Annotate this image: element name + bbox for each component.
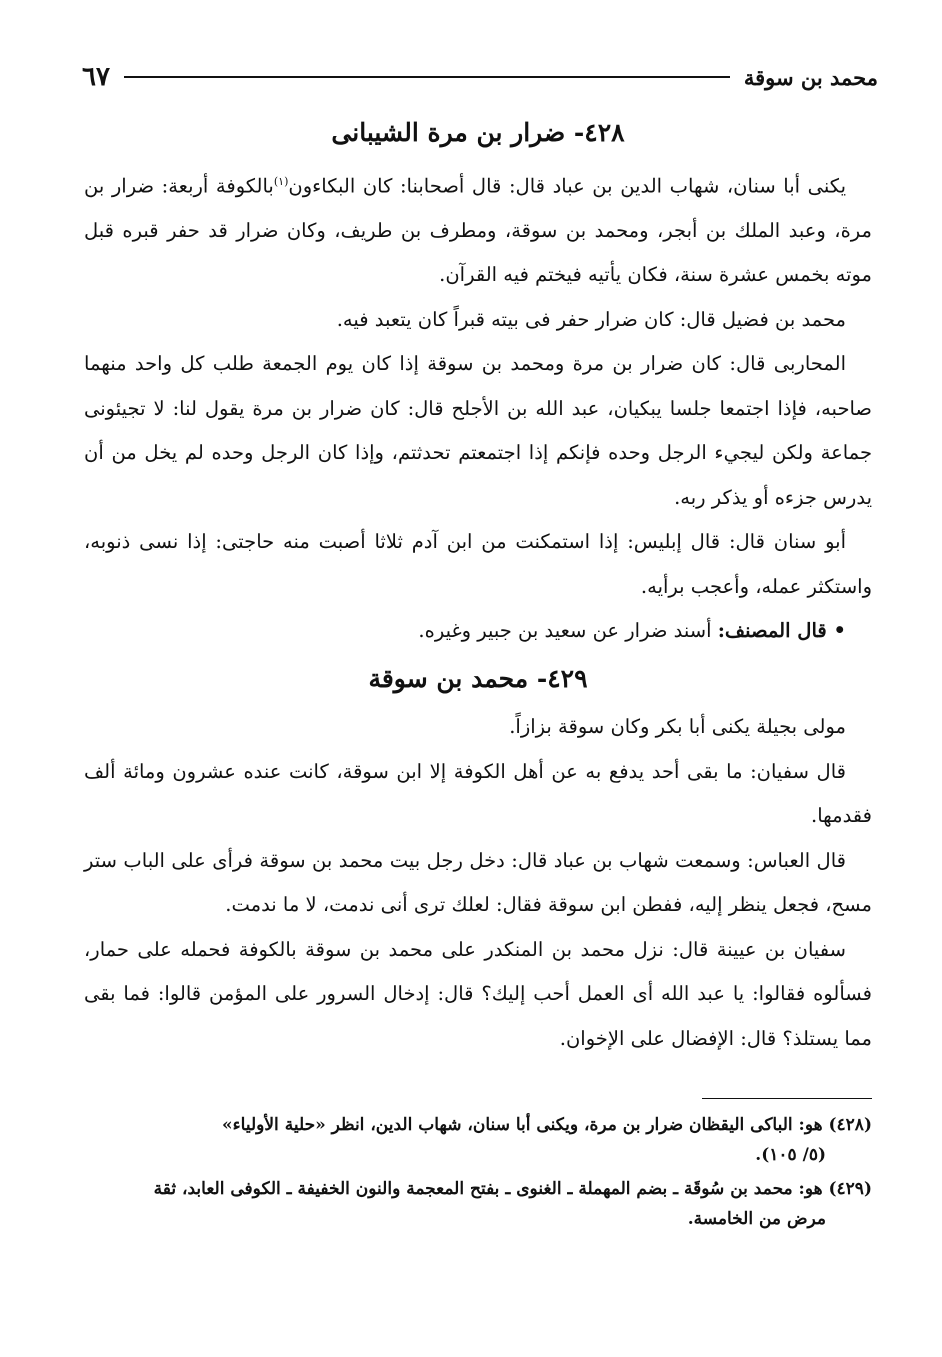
paragraph-428-1-a: يكنى أبا سنان، شهاب الدين بن عباد قال: قال أصحابنا: كان البكاءون (288, 174, 846, 197)
footnote-429-line1: (٤٢٩) هو: محمد بن سُوقَة ـ بضم المهملة ـ الغنوى ـ بفتح المعجمة والنون الخفيفة ـ الكوفى العابد، ثقة (153, 1179, 872, 1199)
footnote-429-line2: مرض من الخامسة. (687, 1209, 826, 1229)
footnote-429 (84, 1174, 872, 1234)
paragraph-429-3: قال العباس: وسمعت شهاب بن عباد قال: دخل رجل بيت محمد بن سوقة فرأى على الباب ستر مسح، فجعل ينظر إليه، ففطن ابن سوقة فقال: لعلك ترى أنى ندمت، لا ما ندمت. (84, 848, 872, 916)
paragraph-428-1 (84, 160, 872, 298)
page-number: ٦٧ (82, 62, 110, 92)
running-title: محمد بن سوقة (743, 64, 878, 90)
footnote-marker: (١) (273, 174, 289, 188)
header-rule (124, 76, 730, 78)
paragraph-428-4: أبو سنان قال: قال إبليس: إذا استمكنت من ابن آدم ثلاثا أصبت منه حاجتى: إذا نسى ذنوبه، واستكثر عمله، وأعجب برأيه. (84, 530, 872, 598)
paragraph-429-4: سفيان بن عيينة قال: نزل محمد بن المنكدر على محمد بن سوقة بالكوفة فحمله على حمار، فسألوه فقالوا: يا عبد الله أى العمل أحب إليك؟ قال: إدخال السرور على المؤمن قالوا: فما بقى مما يستلذ؟ قال: الإفضال على الإخوان. (84, 937, 872, 1050)
footnote-428-line1: (٤٢٨) هو: الباكى اليقظان ضرار بن مرة، ويكنى أبا سنان، شهاب الدين، انظر «حلية الأولياء» (222, 1115, 872, 1135)
paragraph-428-5 (84, 609, 872, 654)
footnotes (84, 1110, 872, 1238)
paragraph-429-2: قال سفيان: ما بقى أحد يدفع به عن أهل الكوفة إلا ابن سوقة، كانت عنده عشرون ومائة ألف فقدمها. (84, 759, 872, 827)
author-label: • قال المصنف: (717, 619, 846, 642)
paragraph-428-1-b: بالكوفة أربعة: ضرار بن مرة، وعبد الملك بن أبجر، ومحمد بن سوقة، ومطرف بن طريف، وكان ضرار قد حفر قبره قبل موته بخمس عشرة سنة، فكان يأتيه فيختم فيه القرآن. (84, 174, 872, 286)
paragraph-428-2: محمد بن فضيل قال: كان ضرار حفر فى بيته قبراً كان يتعبد فيه. (336, 307, 846, 331)
page-header (82, 60, 878, 94)
footnote-rule (702, 1098, 872, 1099)
section-title-429: ٤٢٩- محمد بن سوقة (368, 663, 588, 693)
paragraph-429-1: مولى بجيلة يكنى أبا بكر وكان سوقة بزازاً. (509, 715, 846, 738)
paragraph-428-3: المحاربى قال: كان ضرار بن مرة ومحمد بن سوقة إذا كان يوم الجمعة طلب كل واحد منهما صاحبه، فإذا اجتمعا جلسا يبكيان، عبد الله بن الأجلح قال: كان ضرار بن مرة يقول لنا: لا تجيئونى جماعة ولكن ليجيء الرجل وحده فإنكم إذا اجتمعتم تحدثتم، وإذا كان الرجل وحده لم يخل من أن يدرس جزءه أو يذكر ربه. (84, 352, 872, 509)
page-body (84, 108, 872, 1061)
section-title-428: ٤٢٨- ضرار بن مرة الشيبانى (331, 118, 625, 147)
author-note: أسند ضرار عن سعيد بن جبير وغيره. (418, 619, 712, 642)
footnote-428 (84, 1110, 872, 1170)
footnote-428-line2: (٥/ ١٠٥). (755, 1145, 826, 1165)
